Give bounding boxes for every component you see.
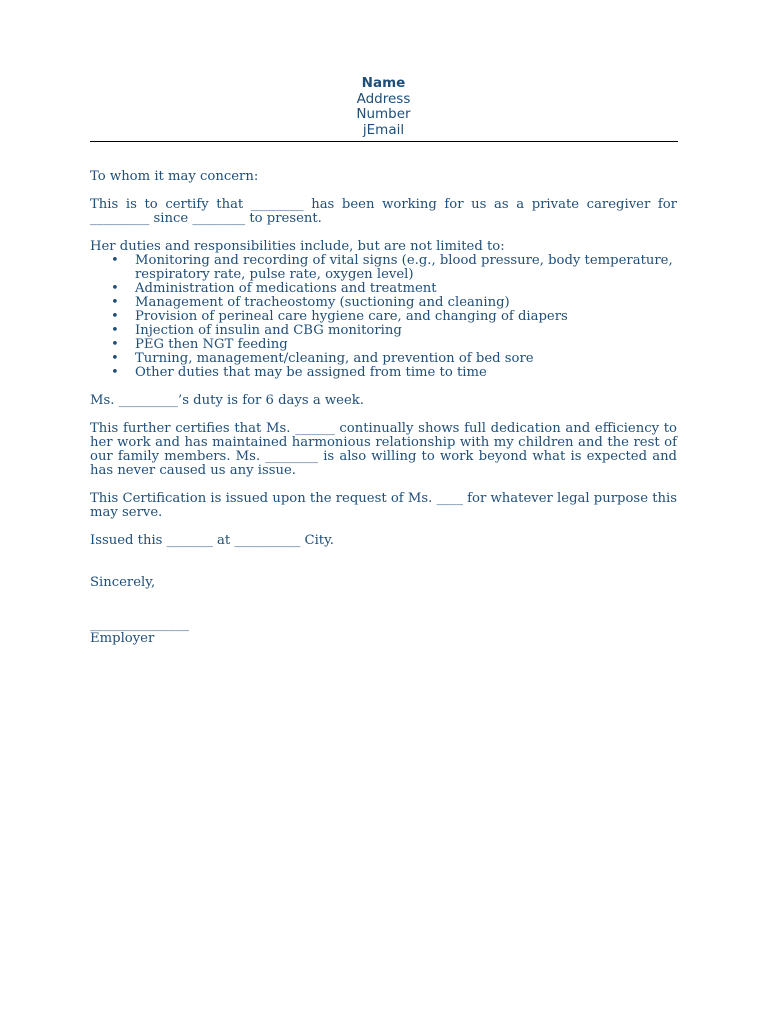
- list-item: • Management of tracheostomy (suctioning and cleaning): [111, 295, 510, 310]
- signer-title: Employer: [90, 631, 155, 646]
- schedule-paragraph: Ms. _________’s duty is for 6 days a week.: [90, 393, 364, 408]
- spacer: [90, 590, 677, 618]
- header-address: Address: [356, 90, 411, 107]
- spacer: [90, 142, 677, 170]
- header-email: jEmail: [362, 121, 405, 138]
- intro-paragraph: This is to certify that ________ has been working for us as a private caregiver for _________ since ________ to present.: [90, 197, 677, 226]
- header-name: Name: [361, 75, 406, 91]
- list-item: • Administration of medications and treatment: [111, 281, 437, 296]
- list-item: • Turning, management/cleaning, and prevention of bed sore: [111, 351, 534, 366]
- dedication-paragraph: This further certifies that Ms. ______ continually shows full dedication and efficiency to her work and has maintained harmonious relationship with my children and the rest of our family members. Ms. ________ is also willing to work beyond what is expected and has never caused us any issue.: [90, 421, 677, 478]
- bullet-icon: •: [111, 253, 119, 268]
- bullet-icon: •: [111, 323, 119, 338]
- closing: Sincerely,: [90, 575, 156, 590]
- bullet-icon: •: [111, 309, 119, 324]
- duties-list: [90, 254, 677, 380]
- spacer: [90, 548, 677, 576]
- bullet-icon: •: [111, 365, 119, 380]
- issued-paragraph: Issued this _______ at __________ City.: [90, 533, 334, 548]
- list-item: • Provision of perineal care hygiene care, and changing of diapers: [111, 309, 568, 324]
- letter-page: [90, 76, 677, 646]
- bullet-icon: •: [111, 295, 119, 310]
- list-item: • Other duties that may be assigned from time to time: [111, 365, 487, 380]
- letter-header: [90, 76, 677, 138]
- header-number: Number: [356, 106, 411, 122]
- purpose-paragraph: This Certification is issued upon the request of Ms. ____ for whatever legal purpose this may serve.: [90, 491, 677, 520]
- bullet-icon: •: [111, 351, 119, 366]
- list-item: • PEG then NGT feeding: [111, 337, 288, 352]
- bullet-icon: •: [111, 337, 119, 352]
- salutation: To whom it may concern:: [90, 169, 259, 184]
- duties-intro: Her duties and responsibilities include, but are not limited to:: [90, 239, 505, 254]
- list-item: • Injection of insulin and CBG monitoring: [111, 323, 402, 338]
- signature-line: _______________: [90, 617, 189, 632]
- list-item: • Monitoring and recording of vital signs (e.g., blood pressure, body temperature, respiratory rate, pulse rate, oxygen level): [111, 253, 673, 282]
- bullet-icon: •: [111, 281, 119, 296]
